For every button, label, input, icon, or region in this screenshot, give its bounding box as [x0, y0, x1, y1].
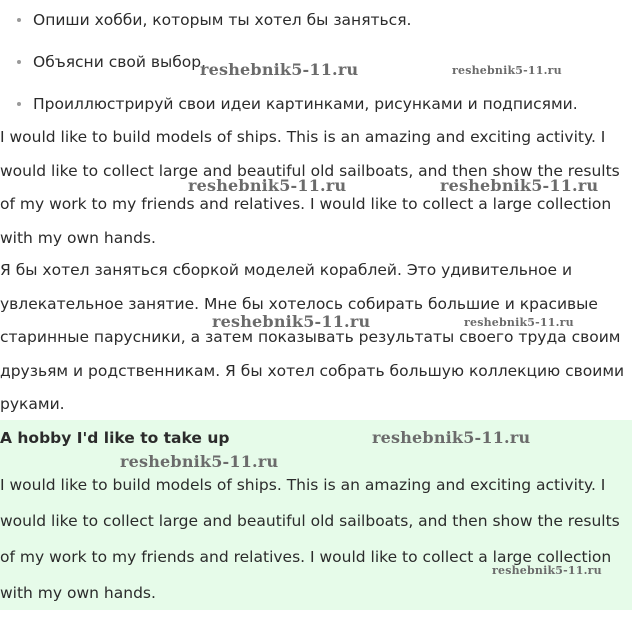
watermark: reshebnik5-11.ru — [440, 176, 599, 195]
watermark: reshebnik5-11.ru — [452, 64, 562, 77]
bullet-dot-icon — [17, 102, 21, 106]
watermark: reshebnik5-11.ru — [492, 564, 602, 577]
paragraph-russian: Я бы хотел заняться сборкой моделей кораблей. Это удивительное и увлекательное занятие. Мне бы хотелось собирать большие и красивые старинные парусники, а затем показывать результаты своего труда своим друзьям и родственникам. Я бы хотел собрать большую коллекцию своими руками. — [0, 261, 625, 413]
task-item-text: Объясни свой выбор. — [33, 53, 207, 71]
bullet-dot-icon — [17, 60, 21, 64]
watermark: reshebnik5-11.ru — [464, 316, 574, 329]
watermark: reshebnik5-11.ru — [212, 312, 371, 331]
section-text: I would like to build models of ships. This is an amazing and exciting activity. I would like to collect large and beautiful old sailboats, and then show the results of my work to my friends and relatives. I would like to collect a large collection with my own hands. — [0, 476, 620, 602]
task-item-text: Опиши хобби, которым ты хотел бы заняться. — [33, 11, 412, 29]
watermark: reshebnik5-11.ru — [372, 428, 531, 447]
answer-section — [0, 420, 632, 610]
bullet-dot-icon — [17, 18, 21, 22]
paragraph-english: I would like to build models of ships. This is an amazing and exciting activity. I would like to collect large and beautiful old sailboats, and then show the results of my work to my friends and relatives. I would like to collect a large collection with my own hands. — [0, 128, 620, 247]
watermark: reshebnik5-11.ru — [120, 452, 279, 471]
section-title: A hobby I'd like to take up — [0, 429, 230, 447]
watermark: reshebnik5-11.ru — [200, 60, 359, 79]
watermark: reshebnik5-11.ru — [188, 176, 347, 195]
task-item-text: Проиллюстрируй свои идеи картинками, рисунками и подписями. — [33, 95, 578, 113]
